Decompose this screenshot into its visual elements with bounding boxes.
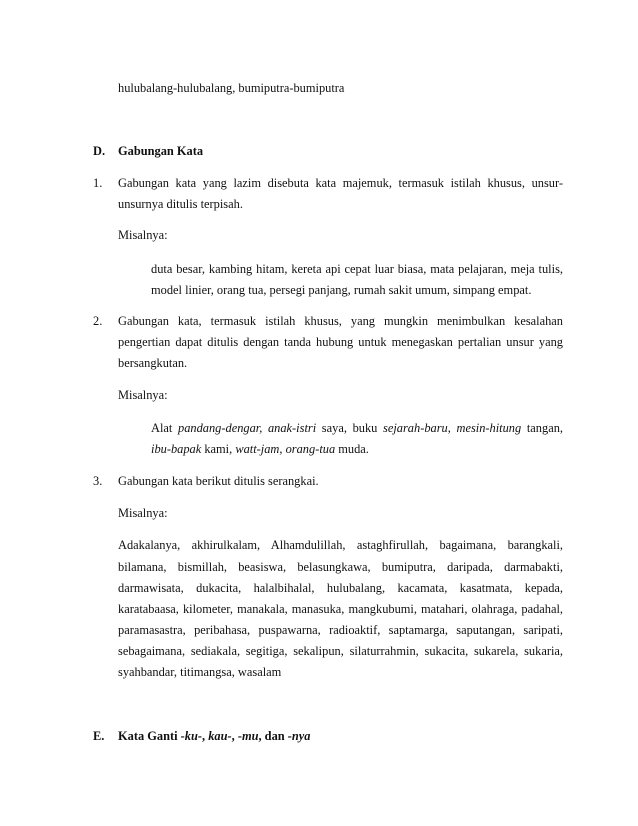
item-3-example-label: Misalnya: <box>118 506 168 520</box>
ex2-text-3: , <box>447 421 457 435</box>
section-e-nya: -nya <box>287 729 311 743</box>
item-3-number: 3. <box>93 474 103 488</box>
ex2b-italic-3: orang-tua <box>285 442 336 456</box>
section-e-letter: E. <box>93 729 105 743</box>
section-e-sep-3: , dan <box>258 729 288 743</box>
ex2b-text-2: , <box>279 442 286 456</box>
ex2b-italic-2: watt-jam <box>235 442 280 456</box>
section-e-title-prefix: Kata Ganti <box>118 729 181 743</box>
item-2-example-line-1 <box>151 420 563 436</box>
item-2-line-3: bersangkutan. <box>118 356 188 370</box>
section-d-letter: D. <box>93 144 106 158</box>
section-e-mu: -mu <box>237 729 259 743</box>
section-e-ku: -ku- <box>180 729 202 743</box>
ex2-text-2: saya, buku <box>316 421 384 435</box>
item-3-line-1: Gabungan kata berikut ditulis serangkai. <box>118 474 319 488</box>
item-1-line-1: Gabungan kata yang lazim disebuta kata majemuk, termasuk istilah khusus, unsur- <box>118 176 563 190</box>
continued-line: hulubalang-hulubalang, bumiputra-bumiputra <box>118 81 345 95</box>
item-2-number: 2. <box>93 314 103 328</box>
item-3-example-line-5: paramasastra, peribahasa, puspawarna, radioaktif, saptamarga, saputangan, saripati, <box>118 623 563 637</box>
item-3-example-line-3: darmawisata, dukacita, halalbihalal, hulubalang, kacamata, kasatmata, kepada, <box>118 581 563 595</box>
item-3-example-line-6: sebagaimana, sediakala, segitiga, sekalipun, silaturrahmin, sukacita, sukarela, sukaria, <box>118 644 563 658</box>
item-2-example-label: Misalnya: <box>118 388 168 402</box>
ex2-italic-1: pandang-dengar, anak-istri <box>178 421 317 435</box>
item-3-example-line-2: bilamana, bismillah, beasiswa, belasungkawa, bumiputra, daripada, darmabakti, <box>118 560 563 574</box>
item-1-line-2: unsurnya ditulis terpisah. <box>118 197 243 211</box>
item-2-line-1: Gabungan kata, termasuk istilah khusus, yang mungkin menimbulkan kesalahan <box>118 314 563 328</box>
item-2-line-2: pengertian dapat ditulis dengan tanda hubung untuk menegaskan pertalian unsur yang <box>118 335 563 349</box>
item-1-number: 1. <box>93 176 103 190</box>
ex2-italic-3: mesin-hitung <box>456 421 522 435</box>
ex2b-text-1: kami, <box>201 442 236 456</box>
item-3-example-line-7: syahbandar, titimangsa, wasalam <box>118 665 282 679</box>
section-e-sep-1: , <box>202 729 209 743</box>
section-e-title <box>118 728 310 744</box>
item-1-example-label: Misalnya: <box>118 228 168 242</box>
item-1-example-line-1: duta besar, kambing hitam, kereta api cepat luar biasa, mata pelajaran, meja tulis, <box>151 262 563 276</box>
item-3-example-line-1: Adakalanya, akhirulkalam, Alhamdulillah, astaghfirullah, bagaimana, barangkali, <box>118 538 563 552</box>
ex2b-italic-1: ibu-bapak <box>151 442 202 456</box>
ex2-text-4: tangan, <box>521 421 563 435</box>
item-1-example-line-2: model linier, orang tua, persegi panjang, rumah sakit umum, simpang empat. <box>151 283 532 297</box>
ex2-text-1: Alat <box>151 421 178 435</box>
ex2-italic-2: sejarah-baru <box>383 421 448 435</box>
ex2b-text-3: muda. <box>335 442 369 456</box>
item-3-example-line-4: karatabaasa, kilometer, manakala, manasuka, mangkubumi, matahari, olahraga, padahal, <box>118 602 563 616</box>
section-d-title: Gabungan Kata <box>118 144 204 158</box>
item-2-example-line-2 <box>151 441 369 457</box>
section-e-kau: kau- <box>208 729 232 743</box>
section-e-sep-2: , <box>231 729 238 743</box>
